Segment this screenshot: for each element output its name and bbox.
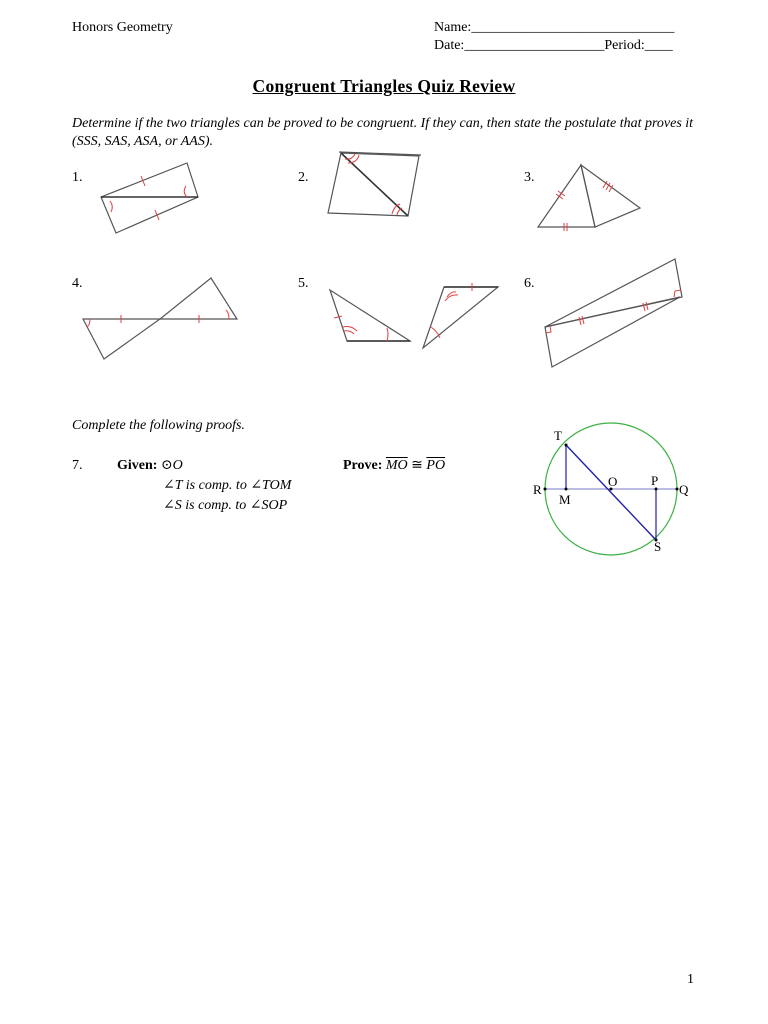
date-period-line: Date:____________________Period:____ xyxy=(434,38,673,53)
given-label: Given: xyxy=(117,458,158,473)
given-circle: ⊙O xyxy=(160,458,183,473)
prove-segment-po: $\overline{PO}$ xyxy=(426,458,446,473)
label-m: M xyxy=(559,492,571,507)
instructions: Determine if the two triangles can be proved to be congruent. If they can, then state the postulate that proves it (SSS, SAS, ASA, or AAS). xyxy=(72,116,694,149)
prove-label: Prove: xyxy=(343,458,383,473)
congruent-symbol: ≅ xyxy=(411,458,423,473)
given-statement-2: ∠S is comp. to ∠SOP xyxy=(163,498,288,513)
problem-3-label: 3. xyxy=(524,170,535,185)
segment-ts xyxy=(566,445,659,540)
problem-6-label: 6. xyxy=(524,276,535,291)
problem-4-label: 4. xyxy=(72,276,83,291)
label-p: P xyxy=(651,473,659,488)
given-statement-1: ∠T is comp. to ∠TOM xyxy=(163,478,292,493)
point-r xyxy=(544,488,547,491)
proofs-heading: Complete the following proofs. xyxy=(72,418,245,433)
page-title: Congruent Triangles Quiz Review xyxy=(252,76,516,96)
problem-5-label: 5. xyxy=(298,276,309,291)
label-q: Q xyxy=(679,482,689,497)
label-o: O xyxy=(608,474,618,489)
label-s: S xyxy=(654,539,662,554)
page-number: 1 xyxy=(687,972,694,987)
course-name: Honors Geometry xyxy=(72,20,173,35)
point-t xyxy=(565,444,568,447)
problem-1-label: 1. xyxy=(72,170,83,185)
name-field-line: Name:_____________________________ xyxy=(434,20,675,35)
label-t: T xyxy=(554,428,562,443)
point-m xyxy=(565,488,568,491)
problem-2-label: 2. xyxy=(298,170,309,185)
label-r: R xyxy=(533,482,542,497)
prove-segment-mo: $\overline{MO}$ xyxy=(385,458,408,473)
proof-7-number: 7. xyxy=(72,458,83,473)
